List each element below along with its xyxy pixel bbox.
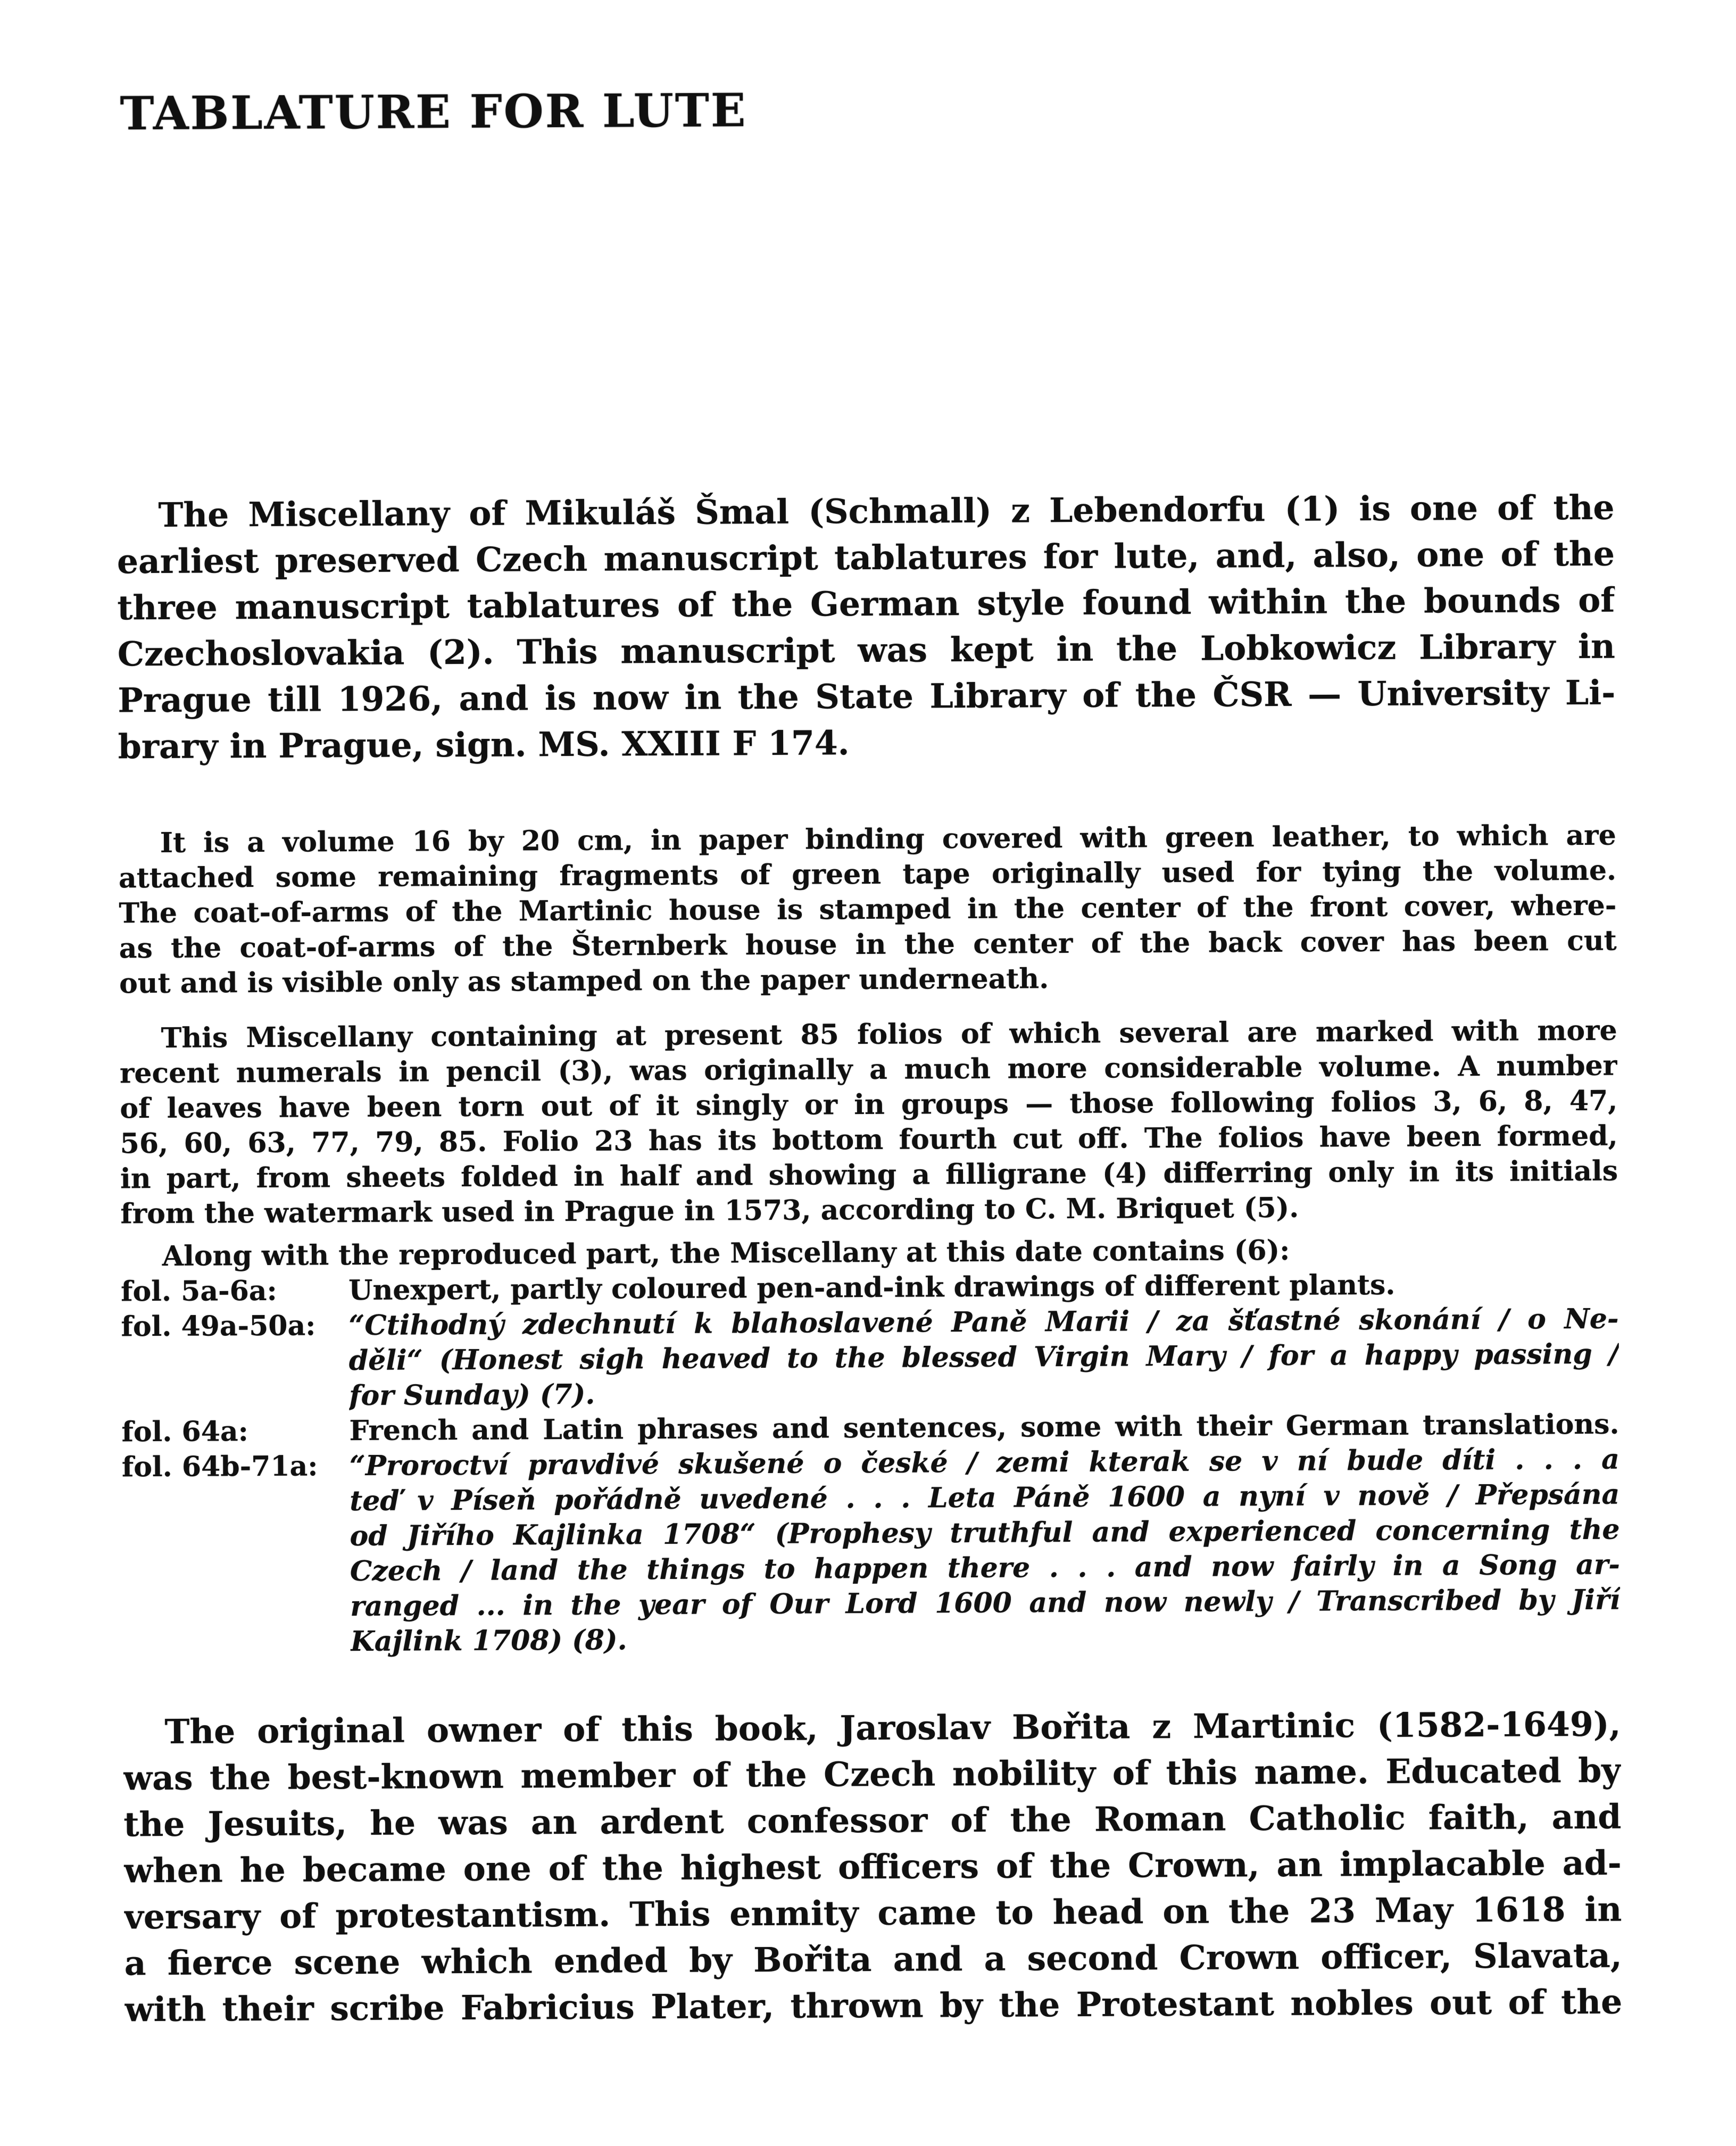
owner-paragraph bbox=[123, 1701, 1622, 2033]
text-line: French and Latin phrases and sentences, some with their German translations. bbox=[349, 1408, 1619, 1448]
text-line: attached some remaining fragments of green tape originally used for tying the volume. bbox=[118, 854, 1617, 895]
fol-text bbox=[350, 1442, 1621, 1659]
fol-entry-49a-50a bbox=[121, 1302, 1619, 1415]
text-line: It is a volume 16 by 20 cm, in paper binding covered with green leather, to which are bbox=[160, 819, 1616, 859]
text-line: Czechoslovakia (2). This manuscript was kept in the Lobkowicz Library in bbox=[117, 626, 1616, 674]
text-line: “Proroctví pravdivé skušené o české / zemi kterak se v ní bude díti . . . a bbox=[349, 1443, 1620, 1483]
text-line: recent numerals in pencil (3), was originally a much more considerable volume. A number bbox=[119, 1049, 1618, 1090]
text-line: od Jiřího Kajlinka 1708“ (Prophesy truthful and experienced concerning the bbox=[350, 1513, 1620, 1553]
fol-entry-64b-71a bbox=[122, 1442, 1621, 1661]
text-line: The coat-of-arms of the Martinic house is stamped in the center of the front cover, where- bbox=[119, 889, 1617, 930]
text-line: “Ctihodný zdechnutí k blahoslavené Paně Marii / za šťastné skonání / o Ne- bbox=[348, 1302, 1619, 1342]
fol-label: fol. 5a-6a: bbox=[120, 1274, 277, 1308]
text-line: earliest preserved Czech manuscript tablatures for lute, and, also, one of the bbox=[117, 534, 1615, 581]
text-line: was the best-known member of the Czech nobility of this name. Educated by bbox=[123, 1750, 1622, 1798]
text-line: in part, from sheets folded in half and showing a filligrane (4) differring only in its initials bbox=[120, 1154, 1618, 1195]
folios-description-paragraph bbox=[119, 1013, 1618, 1232]
text-line: This Miscellany containing at present 85 folios of which several are marked with more bbox=[161, 1014, 1617, 1054]
fol-text bbox=[349, 1407, 1619, 1449]
intro-paragraph bbox=[117, 485, 1616, 770]
text-line: when he became one of the highest officers of the Crown, an implacable ad- bbox=[123, 1843, 1622, 1891]
text-line: brary in Prague, sign. MS. XXIII F 174. bbox=[118, 723, 850, 767]
contents-intro-line: Along with the reproduced part, the Miscellany at this date contains (6): bbox=[162, 1234, 1290, 1272]
fol-label: fol. 49a-50a: bbox=[121, 1309, 316, 1343]
text-line: děli“ (Honest sigh heaved to the blessed Virgin Mary / for a happy passing / bbox=[348, 1337, 1619, 1377]
text-line: versary of protestantism. This enmity came to head on the 23 May 1618 in bbox=[124, 1889, 1622, 1937]
contents-list-section bbox=[121, 1232, 1621, 1661]
text-line: out and is visible only as stamped on the paper underneath. bbox=[119, 962, 1049, 1000]
text-line: teď v Píseň pořádně uvedené . . . Leta Páně 1600 a nyní v nově / Přepsána bbox=[350, 1478, 1620, 1518]
text-line: from the watermark used in Prague in 1573, according to C. M. Briquet (5). bbox=[120, 1191, 1299, 1230]
text-line: three manuscript tablatures of the German style found within the bounds of bbox=[117, 580, 1615, 628]
text-line: Prague till 1926, and is now in the State Library of the ČSR — University Li- bbox=[118, 672, 1616, 720]
text-line: Kajlink 1708) (8). bbox=[350, 1624, 627, 1658]
page-title: TABLATURE FOR LUTE bbox=[120, 84, 747, 141]
volume-description-paragraph bbox=[119, 818, 1617, 1002]
fol-text bbox=[348, 1302, 1619, 1413]
text-line: the Jesuits, he was an ardent confessor of the Roman Catholic faith, and bbox=[123, 1796, 1622, 1844]
text-line: a fierce scene which ended by Bořita and a second Crown officer, Slavata, bbox=[124, 1935, 1622, 1983]
fol-text bbox=[348, 1267, 1618, 1308]
fol-label: fol. 64b-71a: bbox=[121, 1450, 318, 1484]
text-line: for Sunday) (7). bbox=[349, 1378, 595, 1412]
text-line: Unexpert, partly coloured pen-and-ink drawings of different plants. bbox=[348, 1268, 1396, 1307]
text-line: Czech / land the things to happen there . . . and now fairly in a Song ar- bbox=[350, 1548, 1621, 1588]
text-line: The original owner of this book, Jaroslav Bořita z Martinic (1582-1649), bbox=[164, 1704, 1621, 1751]
text-line: The Miscellany of Mikuláš Šmal (Schmall) z Lebendorfu (1) is one of the bbox=[158, 487, 1615, 535]
text-line: with their scribe Fabricius Plater, thrown by the Protestant nobles out of the bbox=[124, 1982, 1623, 2029]
text-line: as the coat-of-arms of the Šternberk house in the center of the back cover has been cut bbox=[119, 924, 1617, 965]
text-line: 56, 60, 63, 77, 79, 85. Folio 23 has its bottom fourth cut off. The folios have been formed, bbox=[120, 1119, 1618, 1160]
text-line: ranged ... in the year of Our Lord 1600 and now newly / Transcribed by Jiří bbox=[350, 1583, 1621, 1623]
fol-label: fol. 64a: bbox=[121, 1415, 248, 1449]
text-line: of leaves have been torn out of it singly or in groups — those following folios 3, 6, 8, 47, bbox=[120, 1084, 1618, 1125]
